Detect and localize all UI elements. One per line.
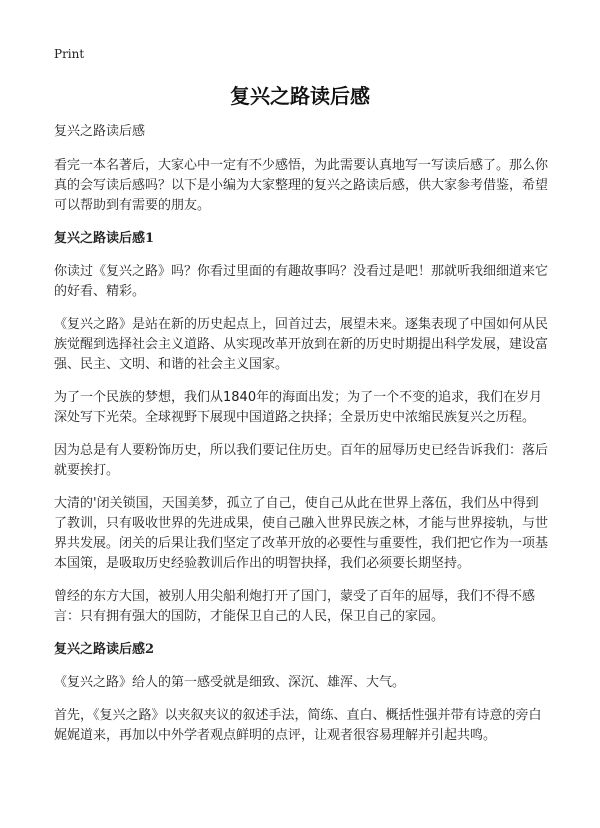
section-2-paragraph-1: 《复兴之路》给人的第一感受就是细致、深沉、雄浑、大气。 [54, 675, 406, 690]
article-subtitle: 复兴之路读后感 [54, 124, 146, 139]
section-1-paragraph-2: 《复兴之路》是站在新的历史起点上，回首过去，展望未来。逐集表现了中国如何从民族觉醒到选择社会主义道路、从实现改革开放到在新的历史时期提出科学发展，建设富强、民主、文明、和谐的社会主义国家。 [54, 317, 549, 372]
article-body [54, 122, 550, 759]
section-1-paragraph-1: 你读过《复兴之路》吗？你看过里面的有趣故事吗？没看过是吧！那就听我细细道来它的好看、精彩。 [54, 264, 549, 299]
section-2-heading: 复兴之路读后感2 [54, 642, 155, 657]
page-title: 复兴之路读后感 [230, 84, 370, 108]
section-2-paragraph-2: 首先，《复兴之路》以夹叙夹议的叙述手法，简练、直白、概括性强并带有诗意的旁白娓娓道来，再加以中外学者观点鲜明的点评，让观者很容易理解并引起共鸣。 [54, 708, 542, 743]
section-1-paragraph-4: 因为总是有人要粉饰历史，所以我们要记住历史。百年的屈辱历史已经告诉我们：落后就要挨打。 [54, 443, 549, 478]
print-link[interactable]: Print [54, 47, 85, 61]
section-1-paragraph-3: 为了一个民族的梦想，我们从1840年的海面出发；为了一个不变的追求，我们在岁月深处写下光荣。全球视野下展现中国道路之抉择；全景历史中浓缩民族复兴之历程。 [54, 390, 543, 425]
section-1-paragraph-6: 曾经的东方大国，被别人用尖船利炮打开了国门，蒙受了百年的屈辱，我们不得不感言：只有拥有强大的国防，才能保卫自己的人民，保卫自己的家园。 [54, 589, 536, 624]
section-1-heading: 复兴之路读后感1 [54, 231, 155, 246]
section-1-paragraph-5: 大清的'闭关锁国，天国美梦，孤立了自己，使自己从此在世界上落伍，我们丛中得到了教训，只有吸收世界的先进成果，使自己融入世界民族之林，才能与世界接轨，与世界共发展。闭关的后果让我们坚定了改革开放的必要性与重要性，我们把它作为一项基本国策，是吸取历史经验教训后作出的明智抉择，我们必须要长期坚持。 [54, 496, 549, 571]
intro-paragraph: 看完一本名著后，大家心中一定有不少感悟，为此需要认真地写一写读后感了。那么你真的会写读后感吗？以下是小编为大家整理的复兴之路读后感，供大家参考借鉴，希望可以帮助到有需要的朋友。 [54, 158, 549, 213]
